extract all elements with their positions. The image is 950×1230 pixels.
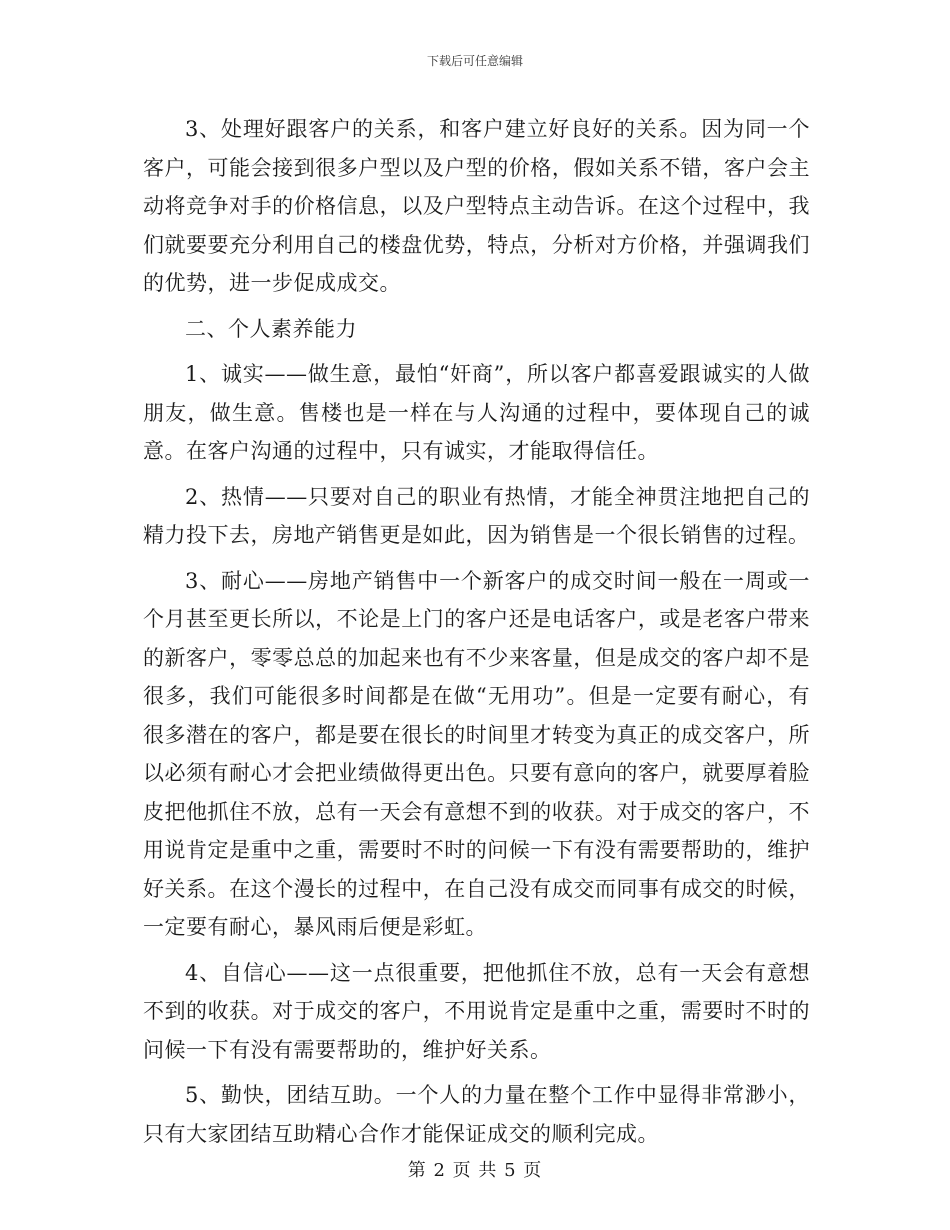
section-heading-personal-qualities: 二、个人素养能力 — [185, 316, 357, 341]
paragraph-patience: 3、耐心——房地产销售中一个新客户的成交时间一般在一周或一个月甚至更长所以，不论是上门的客户还是电话客户，或是老客户带来的新客户，零零总总的加起来也有不少来客量，但是成交的客户却不是很多，我们可能很多时间都是在做“无用功”。但是一定要有耐心，有很多潜在的客户，都是要在很长的时间里才转变为真正的成交客户，所以必须有耐心才会把业绩做得更出色。只要有意向的客户，就要厚着脸皮把他抓住不放，总有一天会有意想不到的收获。对于成交的客户，不用说肯定是重中之重，需要时不时的问候一下有没有需要帮助的，维护好关系。在这个漫长的过程中，在自己没有成交而同事有成交的时候，一定要有耐心，暴风雨后便是彩虹。 — [143, 568, 810, 939]
page-number-footer: 第 2 页 共 5 页 — [407, 1160, 543, 1181]
paragraph-enthusiasm: 2、热情——只要对自己的职业有热情，才能全神贯注地把自己的精力投下去，房地产销售更是如此，因为销售是一个很长销售的过程。 — [143, 484, 810, 547]
paragraph-diligence-teamwork: 5、勤快，团结互助。一个人的力量在整个工作中显得非常渺小，只有大家团结互助精心合作才能保证成交的顺利完成。 — [143, 1083, 810, 1146]
paragraph-honesty: 1、诚实——做生意，最怕“奸商”，所以客户都喜爱跟诚实的人做朋友，做生意。售楼也是一样在与人沟通的过程中，要体现自己的诚意。在客户沟通的过程中，只有诚实，才能取得信任。 — [143, 362, 810, 463]
document-body — [143, 110, 810, 1160]
paragraph-confidence: 4、自信心——这一点很重要，把他抓住不放，总有一天会有意想不到的收获。对于成交的客户，不用说肯定是重中之重，需要时不时的问候一下有没有需要帮助的，维护好关系。 — [143, 960, 810, 1062]
paragraph-customer-relations: 3、处理好跟客户的关系，和客户建立好良好的关系。因为同一个客户，可能会接到很多户型以及户型的价格，假如关系不错，客户会主动将竞争对手的价格信息，以及户型特点主动告诉。在这个过程中，我们就要要充分利用自己的楼盘优势，特点，分析对方价格，并强调我们的优势，进一步促成成交。 — [143, 117, 810, 295]
page-header: 下载后可任意编辑 — [426, 54, 523, 68]
